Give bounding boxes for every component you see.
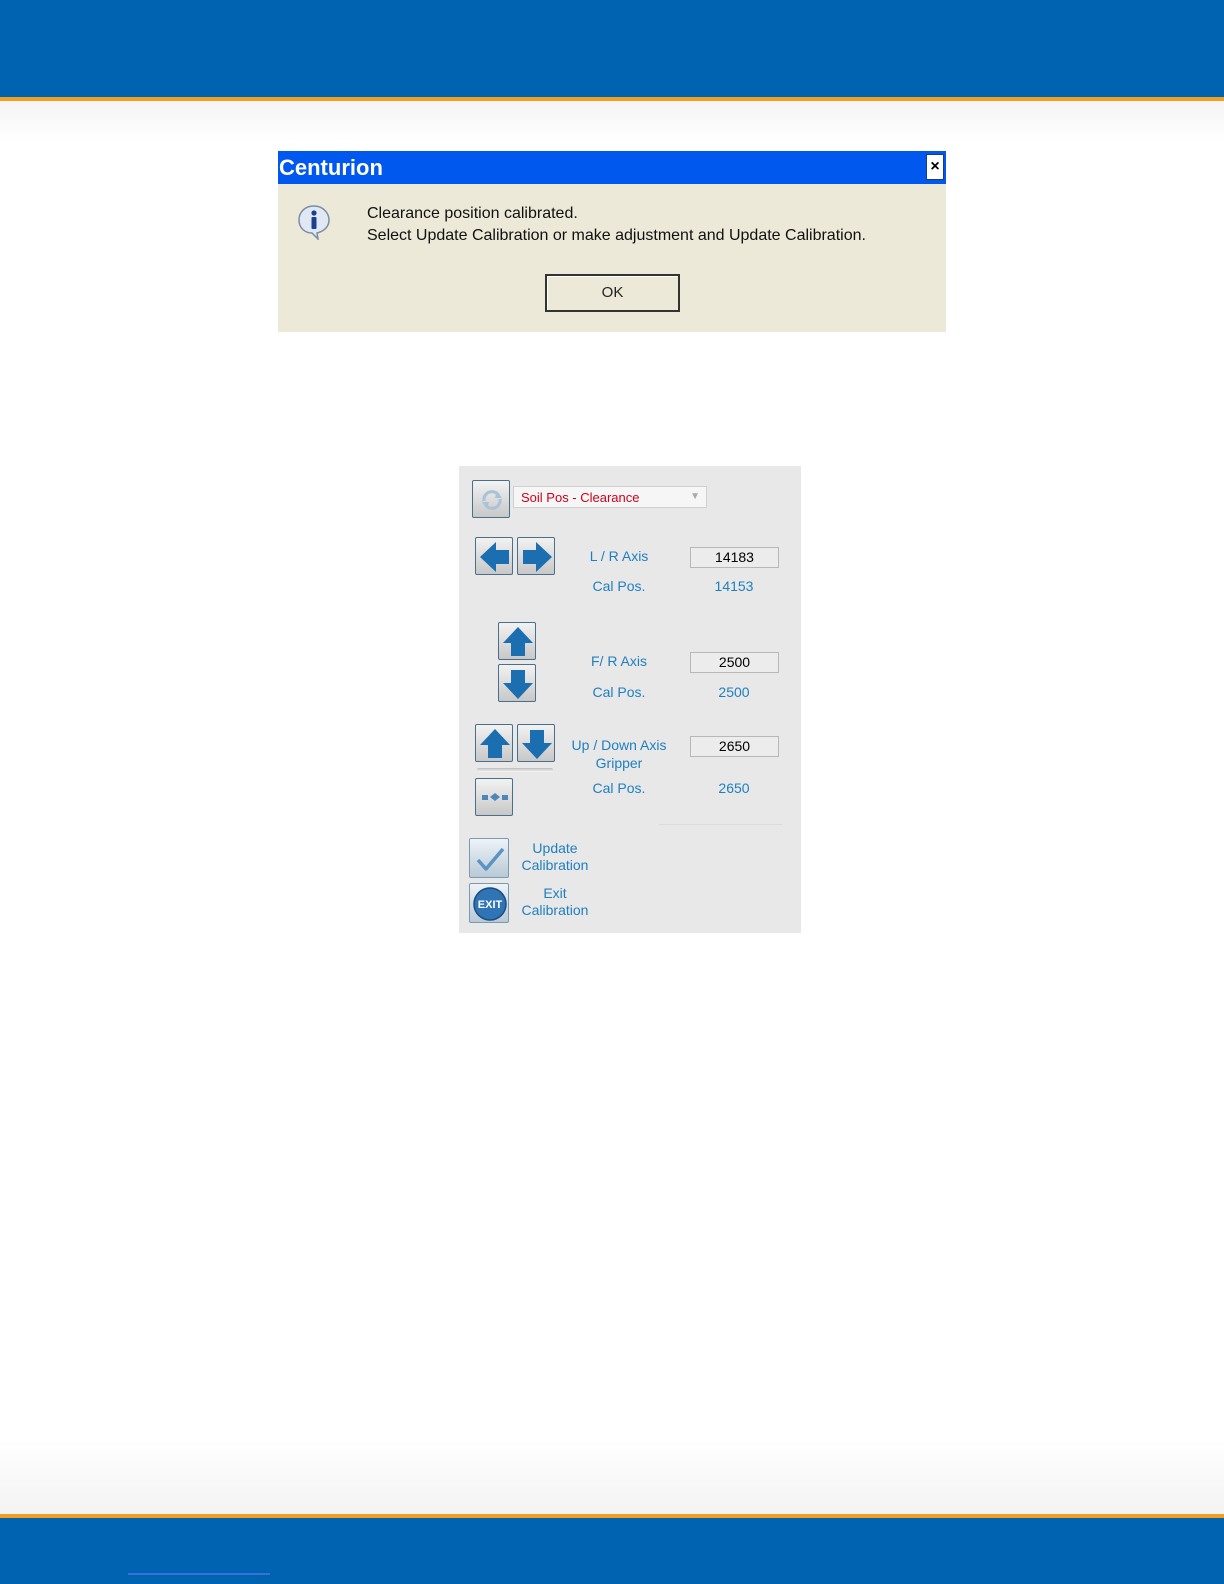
- arrow-up-icon: [476, 725, 514, 763]
- dialog-title: Centurion: [279, 155, 383, 180]
- exit-icon: [470, 884, 510, 924]
- exit-calibration-button[interactable]: [469, 883, 509, 923]
- slider-track[interactable]: [477, 768, 553, 772]
- ud-axis-label: Up / Down Axis: [571, 737, 667, 753]
- lr-axis-value[interactable]: 14183: [690, 547, 779, 568]
- gripper-button[interactable]: [475, 778, 513, 816]
- ud-cal-value: 2650: [718, 780, 750, 796]
- update-calibration-label-line1: Update: [532, 840, 578, 856]
- fr-cal-value: 2500: [718, 684, 750, 700]
- svg-text:EXIT: EXIT: [477, 899, 503, 911]
- fr-cal-label: Cal Pos.: [592, 684, 646, 700]
- message-dialog: [278, 151, 946, 332]
- dialog-titlebar: [278, 151, 946, 184]
- fr-axis-label: F/ R Axis: [590, 653, 647, 669]
- move-rear-button[interactable]: [498, 664, 536, 702]
- lr-cal-label: Cal Pos.: [592, 578, 646, 594]
- position-select-value: Soil Pos - Clearance: [521, 490, 640, 505]
- arrow-up-icon: [499, 623, 537, 661]
- update-calibration-button[interactable]: [469, 838, 509, 878]
- arrow-down-icon: [518, 725, 556, 763]
- lr-axis-label: L / R Axis: [589, 548, 649, 564]
- move-down-button[interactable]: [517, 724, 555, 762]
- chevron-down-icon: ▼: [690, 491, 700, 502]
- close-button[interactable]: ×: [926, 154, 944, 180]
- header-fade: [0, 101, 1224, 141]
- refresh-icon: [473, 481, 511, 519]
- ud-axis-value[interactable]: 2650: [690, 736, 779, 757]
- update-calibration-label-line2: Calibration: [521, 857, 589, 873]
- footer-link-underline: [128, 1573, 270, 1575]
- header-band: [0, 0, 1224, 97]
- calibration-panel: [459, 466, 801, 933]
- lr-cal-value: 14153: [714, 578, 754, 594]
- refresh-button[interactable]: [472, 480, 510, 518]
- info-icon: [296, 204, 332, 240]
- footer-fade: [0, 1440, 1224, 1514]
- checkmark-icon: [470, 839, 510, 879]
- arrow-right-icon: [518, 538, 556, 576]
- fr-axis-value[interactable]: 2500: [690, 652, 779, 673]
- dialog-message-line2: Select Update Calibration or make adjustment and Update Calibration.: [367, 227, 866, 244]
- dialog-message-line1: Clearance position calibrated.: [367, 205, 578, 222]
- move-forward-button[interactable]: [498, 622, 536, 660]
- exit-calibration-label-line1: Exit: [543, 885, 567, 901]
- ud-axis-sublabel: Gripper: [595, 755, 643, 771]
- divider: [659, 824, 783, 825]
- move-left-button[interactable]: [475, 537, 513, 575]
- arrow-left-icon: [476, 538, 514, 576]
- exit-calibration-label-line2: Calibration: [521, 902, 589, 918]
- move-right-button[interactable]: [517, 537, 555, 575]
- position-select[interactable]: [513, 486, 707, 508]
- ud-cal-label: Cal Pos.: [592, 780, 646, 796]
- move-up-button[interactable]: [475, 724, 513, 762]
- gripper-icon: [476, 779, 514, 817]
- ok-button[interactable]: OK: [545, 274, 680, 312]
- arrow-down-icon: [499, 665, 537, 703]
